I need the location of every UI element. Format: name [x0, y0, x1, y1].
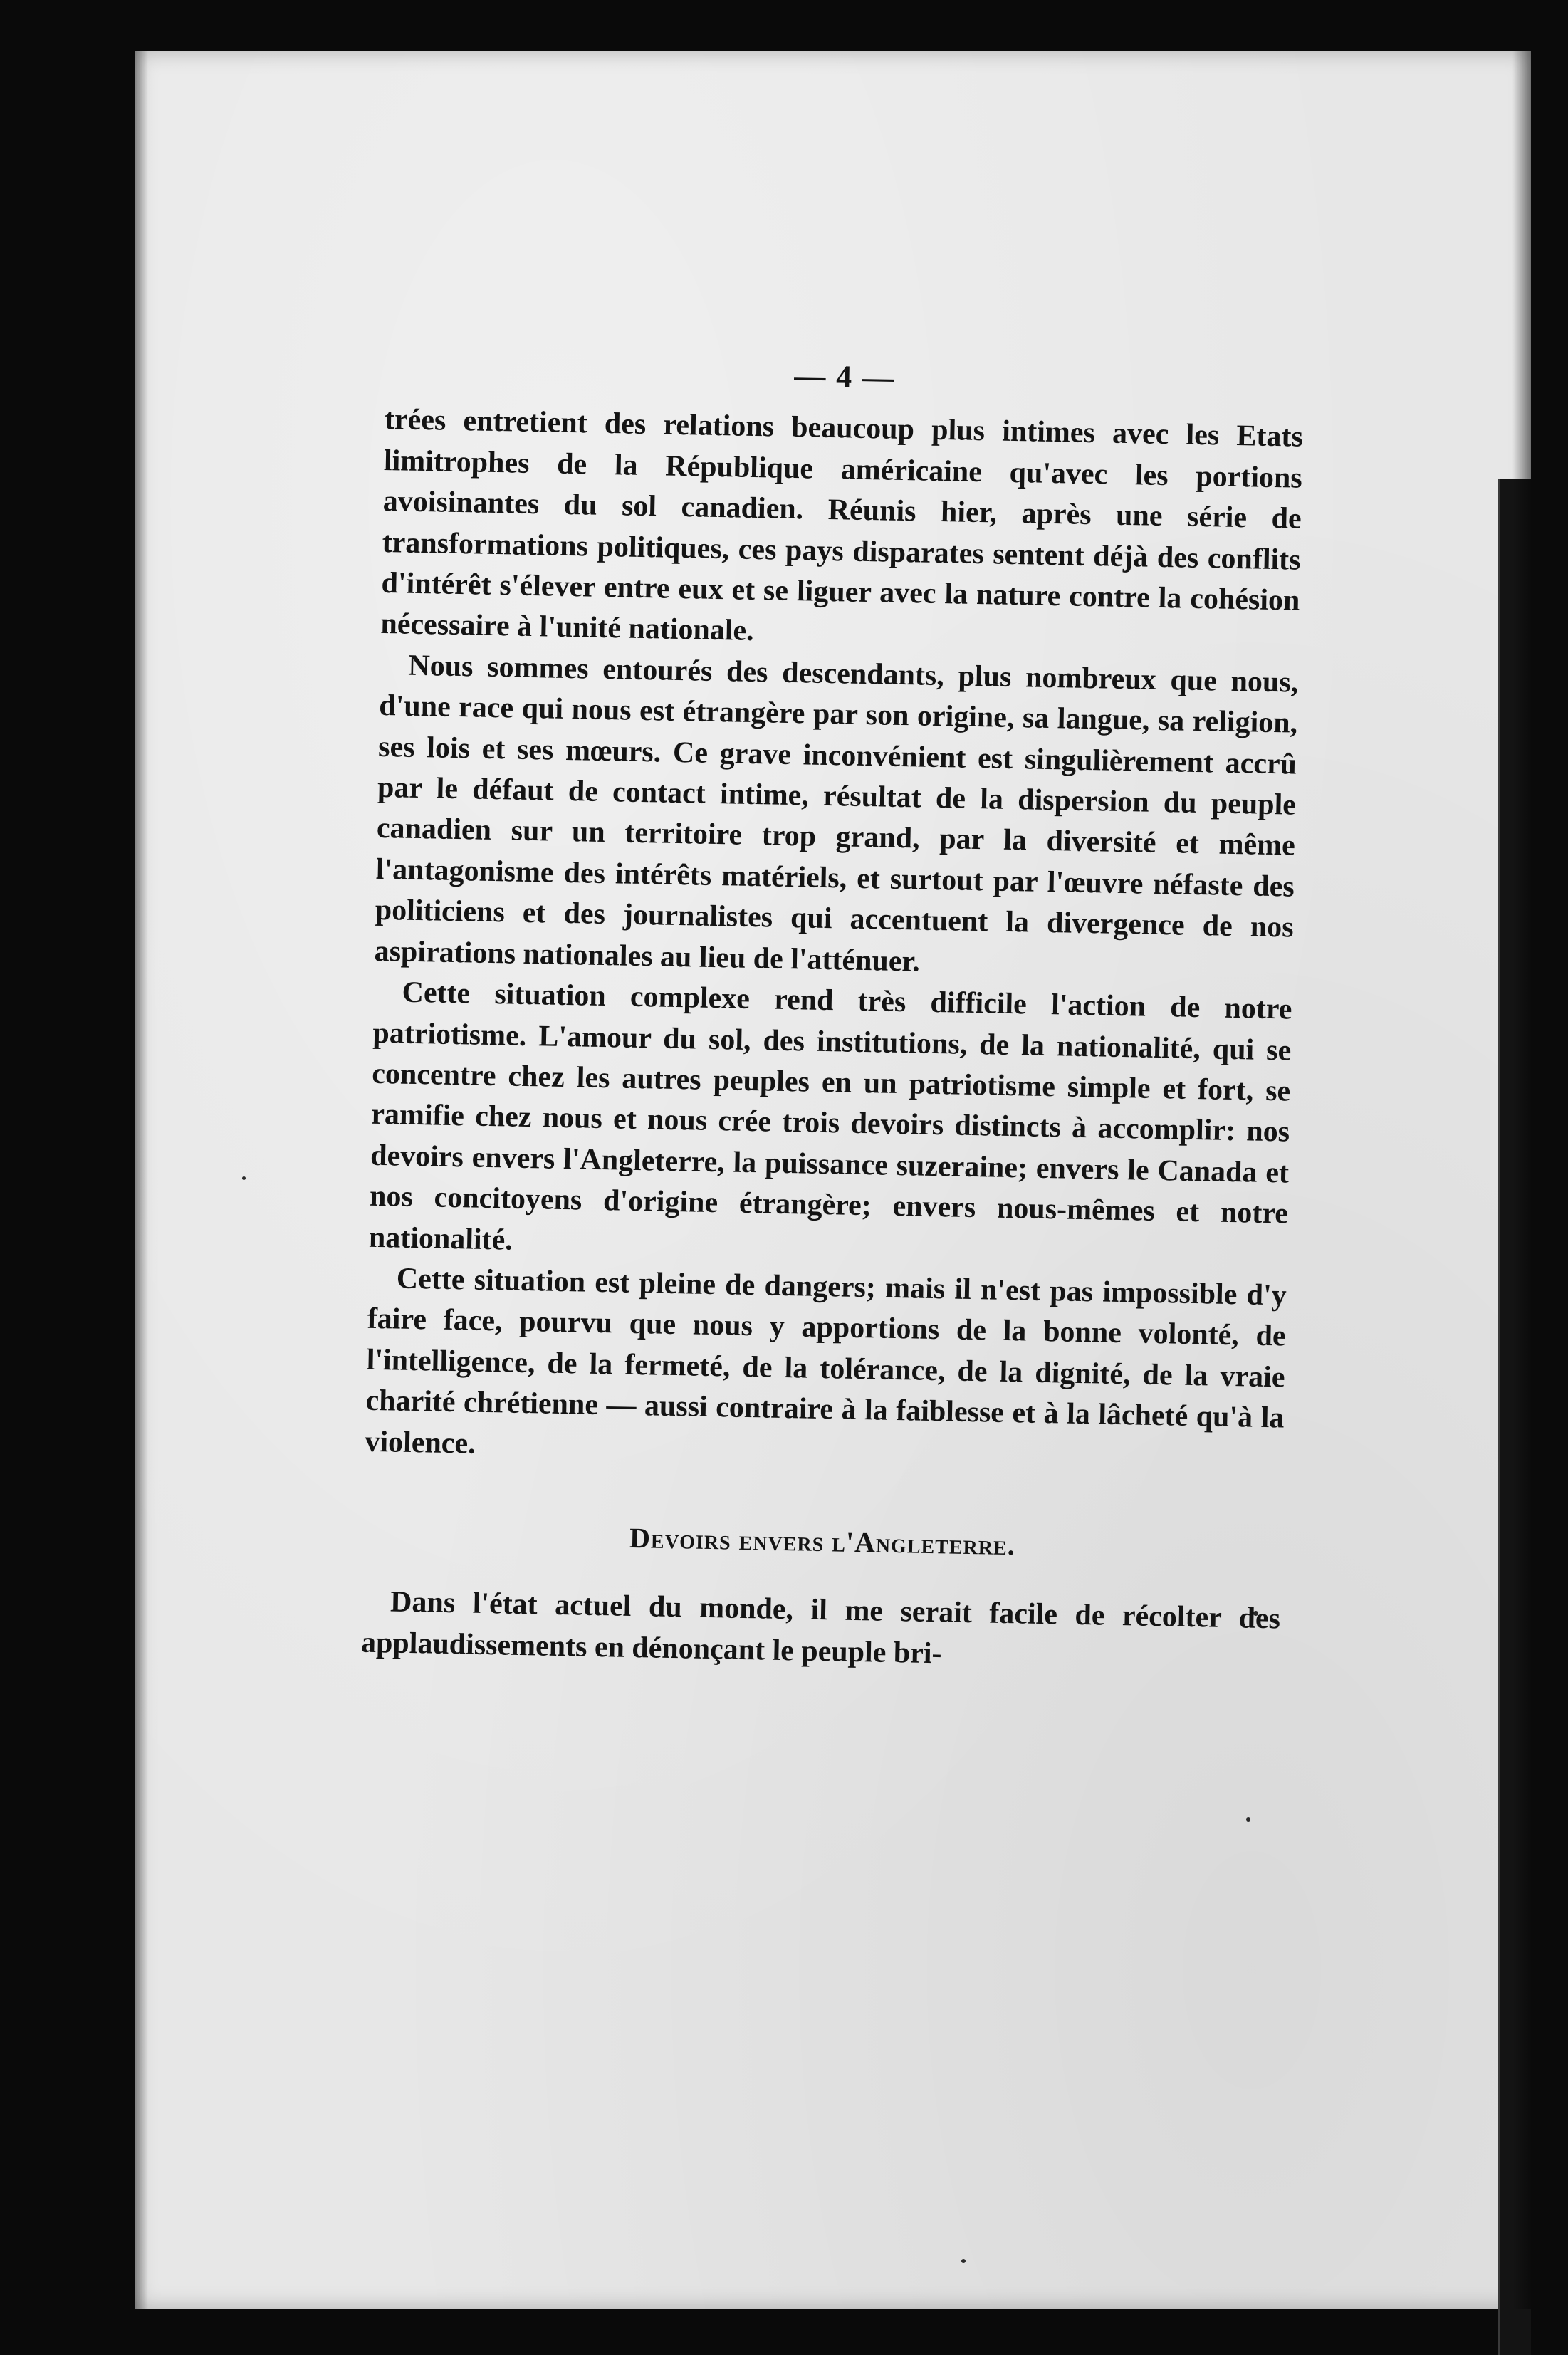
paragraph-3: Cette situation complexe rend très difficile l'action de notre patriotisme. L'amour du sol, des institutions, de la nationalité, qui se concentre chez les autres peuples en un patriotisme simple et fort, se ramifie chez nous et nous crée trois devoirs distincts à accomplir: nos devoirs envers l'Angleterre, la puissance suzeraine; envers le Canada et nos concitoyens d'origine étrangère; envers nous-mêmes et notre nationalité. [368, 976, 1292, 1257]
page-number: — 4 — [793, 358, 896, 395]
paper-speck [242, 1176, 246, 1180]
page-edge-shadow [1498, 479, 1531, 2355]
paragraph-2: Nous sommes entourés des descendants, plus nombreux que nous, d'une race qui nous est étrangère par son origine, sa langue, sa religion, ses lois et ses mœurs. Ce grave inconvénient est singulièrement accrû par le défaut de contact intime, résultat de la dispersion du peuple canadien sur un territoire trop grand, par la diversité et même l'antagonisme des intérêts matériels, et surtout par l'œuvre néfaste des politiciens et des journalistes qui accentuent la divergence de nos aspirations nationales au lieu de l'atténuer. [374, 649, 1299, 978]
paragraph-1: trées entretient des relations beaucoup plus intimes avec les Etats limitrophes de la République américaine qu'avec les portions avoisinantes du sol canadien. Réunis hier, après une série de transformations politiques, ces pays disparates sentent déjà des conflits d'intérêt s'élever entre eux et se liguer avec la nature contre la cohésion nécessaire à l'unité nationale. [380, 403, 1304, 648]
paper-speck [961, 2259, 966, 2263]
closing-paragraph: Dans l'état actuel du monde, il me serait facile de récolter des applaudissements en dénonçant le peuple bri- [360, 1585, 1281, 1671]
paragraph-4: Cette situation est pleine de dangers; mais il n'est pas impossible d'y faire face, pourvu que nous y apportions de la bonne volonté, de l'intelligence, de la fermeté, de la tolérance, de la dignité, de la vraie charité chrétienne — aussi contraire à la faiblesse et à la lâcheté qu'à la violence. [365, 1262, 1287, 1461]
page-text [361, 348, 1305, 1681]
section-heading: Devoirs envers l'Angleterre. [629, 1521, 1016, 1562]
paper-speck [1246, 1817, 1250, 1822]
